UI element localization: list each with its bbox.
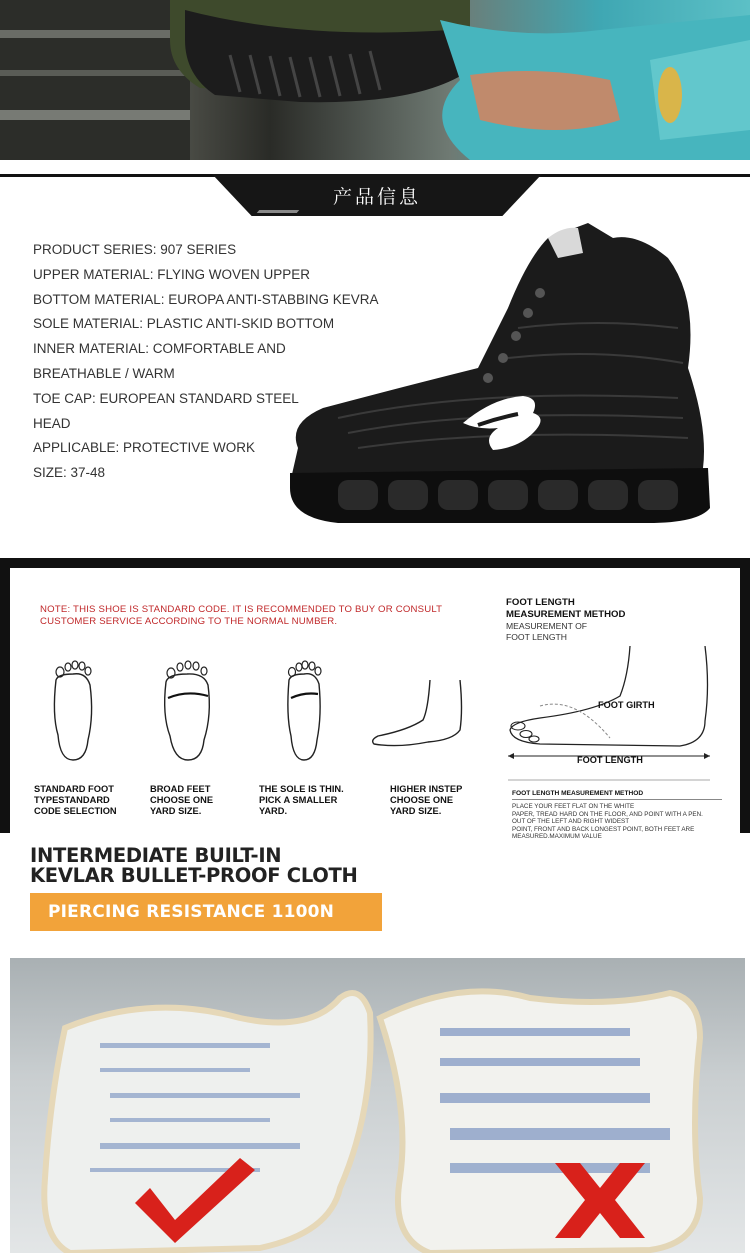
method-line: POINT, FRONT AND BACK LONGEST POINT, BOTH FEET ARE bbox=[512, 825, 695, 833]
caption-line: CHOOSE ONE bbox=[150, 795, 214, 805]
method-line: OUT OF THE LEFT AND RIGHT WIDEST bbox=[512, 818, 630, 826]
header-accent bbox=[257, 210, 300, 213]
spec-toecap: TOE CAP: EUROPEAN STANDARD STEEL bbox=[33, 390, 299, 406]
measure-sub-line1: MEASUREMENT OF bbox=[506, 621, 588, 631]
boot-image bbox=[278, 218, 723, 528]
caption-line: YARD. bbox=[259, 806, 288, 816]
caption-line: YARD SIZE. bbox=[150, 806, 202, 816]
caption-line: TYPESTANDARD bbox=[34, 795, 110, 805]
caption-line: THE SOLE IS THIN. bbox=[259, 784, 344, 794]
spec-inner: INNER MATERIAL: COMFORTABLE AND bbox=[33, 341, 286, 357]
hero-shoe-sole-illustration bbox=[0, 0, 750, 160]
spec-upper: UPPER MATERIAL: FLYING WOVEN UPPER bbox=[33, 266, 311, 282]
measure-sub-line2: FOOT LENGTH bbox=[506, 632, 567, 642]
product-info-title: 产品信息 bbox=[332, 186, 421, 208]
kevlar-title bbox=[30, 846, 358, 886]
size-guide-panel bbox=[0, 558, 750, 841]
size-guide-card bbox=[10, 568, 740, 841]
method-line: PLACE YOUR FEET FLAT ON THE WHITE bbox=[512, 803, 635, 810]
measure-title-line1: FOOT LENGTH bbox=[506, 597, 575, 608]
size-note bbox=[40, 604, 480, 628]
method-line: MEASURED.MAXIMUM VALUE bbox=[512, 833, 602, 841]
foot-girth-label: FOOT GIRTH bbox=[598, 700, 655, 710]
size-note-line1: NOTE: THIS SHOE IS STANDARD CODE. IT IS RECOMMENDED TO BUY OR CONSULT bbox=[40, 604, 443, 615]
insole-illustration bbox=[10, 958, 745, 1253]
product-info-header bbox=[0, 172, 750, 220]
piercing-resistance-badge bbox=[30, 893, 382, 931]
broad-feet-caption bbox=[150, 784, 213, 817]
hero-photo bbox=[0, 0, 750, 160]
spec-series: PRODUCT SERIES: 907 SERIES bbox=[33, 242, 237, 257]
method-title: FOOT LENGTH MEASUREMENT METHOD bbox=[512, 790, 644, 797]
foot-length-label: FOOT LENGTH bbox=[577, 755, 643, 765]
caption-line: CODE SELECTION bbox=[34, 806, 117, 816]
size-note-line2: CUSTOMER SERVICE ACCORDING TO THE NORMAL NUMBER. bbox=[40, 616, 338, 627]
standard-foot-icon bbox=[48, 660, 98, 764]
spec-applicable: APPLICABLE: PROTECTIVE WORK bbox=[33, 440, 256, 456]
thin-sole-foot-icon bbox=[282, 660, 326, 764]
high-instep-caption bbox=[390, 784, 462, 817]
method-line: PAPER, TREAD HARD ON THE FLOOR, AND POINT WITH A PEN. bbox=[512, 810, 703, 818]
measure-title bbox=[506, 597, 625, 621]
kevlar-title-line1: INTERMEDIATE BUILT-IN bbox=[30, 844, 282, 867]
caption-line: STANDARD FOOT bbox=[34, 784, 114, 794]
caption-line: CHOOSE ONE bbox=[390, 795, 454, 805]
standard-foot-caption bbox=[34, 784, 117, 817]
insole-comparison-photo bbox=[10, 958, 745, 1253]
caption-line: PICK A SMALLER bbox=[259, 795, 338, 805]
kevlar-title-line2: KEVLAR BULLET-PROOF CLOTH bbox=[30, 864, 358, 887]
measure-title-line2: MEASUREMENT METHOD bbox=[506, 609, 626, 620]
spec-bottom: BOTTOM MATERIAL: EUROPA ANTI-STABBING KEVRA bbox=[33, 291, 379, 307]
thin-sole-caption bbox=[259, 784, 344, 817]
spec-size: SIZE: 37-48 bbox=[33, 465, 106, 481]
spec-sole: SOLE MATERIAL: PLASTIC ANTI-SKID BOTTOM bbox=[33, 316, 335, 332]
high-instep-foot-icon bbox=[368, 680, 468, 750]
piercing-resistance-label: PIERCING RESISTANCE 1100N bbox=[48, 902, 335, 922]
method-body bbox=[512, 803, 727, 841]
spec-inner-cont: BREATHABLE / WARM bbox=[33, 365, 175, 381]
caption-line: YARD SIZE. bbox=[390, 806, 442, 816]
caption-line: HIGHER INSTEP bbox=[390, 784, 463, 794]
spec-toecap-cont: HEAD bbox=[33, 415, 71, 431]
measure-subtitle bbox=[506, 621, 587, 643]
caption-line: BROAD FEET bbox=[150, 784, 211, 794]
broad-foot-icon bbox=[160, 660, 214, 764]
method-divider bbox=[512, 799, 722, 800]
